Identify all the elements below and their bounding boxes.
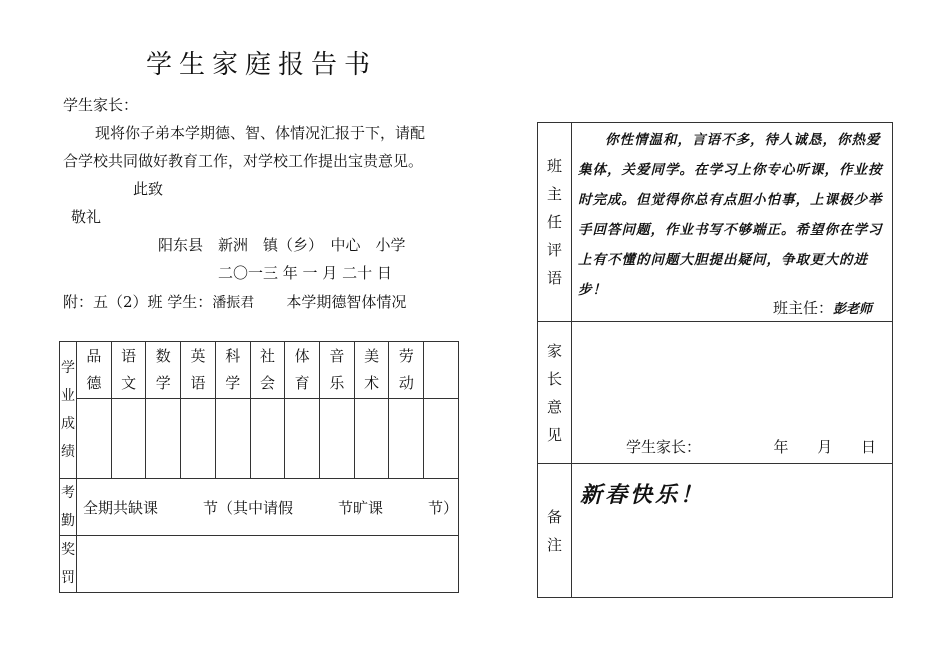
- parent-opinion-label: 家长意见: [546, 341, 562, 444]
- attendance-label-cell: [60, 479, 77, 536]
- attachment-prefix: 附：五（2）班 学生：: [63, 293, 213, 311]
- school-line: 阳东县 新洲 镇（乡） 中心 小学: [158, 236, 406, 254]
- remark-label: 备注: [546, 507, 562, 554]
- subject-header: [424, 342, 459, 399]
- subject-header: 数学: [146, 342, 181, 399]
- score-cell[interactable]: [111, 399, 146, 479]
- teacher-sig-label: 班主任：: [772, 299, 833, 317]
- attachment-suffix: 本学期德智体情况: [286, 293, 407, 311]
- teacher-comment-label: 班主任评语: [546, 157, 562, 287]
- subject-header: 品德: [77, 342, 112, 399]
- grades-row-label: 学业成绩: [61, 360, 75, 460]
- closing-cizhi: 此致: [133, 180, 164, 198]
- subject-header: 社会: [250, 342, 285, 399]
- score-cell[interactable]: [146, 399, 181, 479]
- teacher-sig-name: 彭老师: [832, 302, 872, 317]
- reward-label-cell: [60, 536, 77, 593]
- score-cell[interactable]: [181, 399, 216, 479]
- letter-date: 二〇一三 年 一 月 二十 日: [218, 264, 392, 282]
- teacher-comment: 你性情温和，言语不多，待人诚恳，你热爱集体，关爱同学。在学习上你专心听课，作业按时完成。但觉得你总有点胆小怕事，上课极少举手回答问题，作业书写不够端正。希望你在学习上有不懂的问题大胆提出疑问，争取更大的进步！: [578, 132, 883, 298]
- grades-table: [59, 341, 459, 593]
- parent-sig-label: 学生家长：: [626, 438, 702, 456]
- score-cell[interactable]: [354, 399, 389, 479]
- parent-date: 年 月 日: [773, 438, 876, 456]
- subject-header: 体育: [285, 342, 320, 399]
- letter-body-line1: 现将你子弟本学期德、智、体情况汇报于下，请配: [95, 124, 426, 142]
- score-cell[interactable]: [77, 399, 112, 479]
- score-cell[interactable]: [285, 399, 320, 479]
- subject-header: 英语: [181, 342, 216, 399]
- score-cell[interactable]: [215, 399, 250, 479]
- subject-header: 美术: [354, 342, 389, 399]
- remark-field[interactable]: [572, 464, 893, 598]
- student-name: 潘振君: [212, 295, 255, 311]
- score-cell[interactable]: [424, 399, 459, 479]
- teacher-comment-cell: [572, 123, 893, 322]
- parent-opinion-field[interactable]: [572, 322, 893, 464]
- grades-row-label-cell: [60, 342, 77, 479]
- attachment-line: [63, 291, 406, 312]
- teacher-signature: [773, 297, 872, 318]
- reward-label: 奖罚: [61, 542, 75, 586]
- score-cell[interactable]: [250, 399, 285, 479]
- score-cell[interactable]: [389, 399, 424, 479]
- subject-header: 科学: [215, 342, 250, 399]
- closing-jingli: 敬礼: [71, 208, 102, 226]
- attendance-field[interactable]: 全期共缺课 节（其中请假 节旷课 节）: [77, 479, 459, 536]
- comments-table: [537, 122, 893, 598]
- remark-label-cell: [538, 464, 572, 598]
- salutation: 学生家长：: [63, 96, 139, 114]
- subject-header: 劳动: [389, 342, 424, 399]
- letter-body-line2: 合学校共同做好教育工作，对学校工作提出宝贵意见。: [63, 152, 424, 170]
- remark-text: 新春快乐！: [580, 483, 706, 508]
- score-cell[interactable]: [320, 399, 355, 479]
- subject-header: 语文: [111, 342, 146, 399]
- subject-header: 音乐: [320, 342, 355, 399]
- reward-field[interactable]: [77, 536, 459, 593]
- page-title: 学生家庭报告书: [146, 50, 378, 80]
- attendance-label: 考勤: [61, 485, 75, 529]
- teacher-label-cell: [538, 123, 572, 322]
- parent-label-cell: [538, 322, 572, 464]
